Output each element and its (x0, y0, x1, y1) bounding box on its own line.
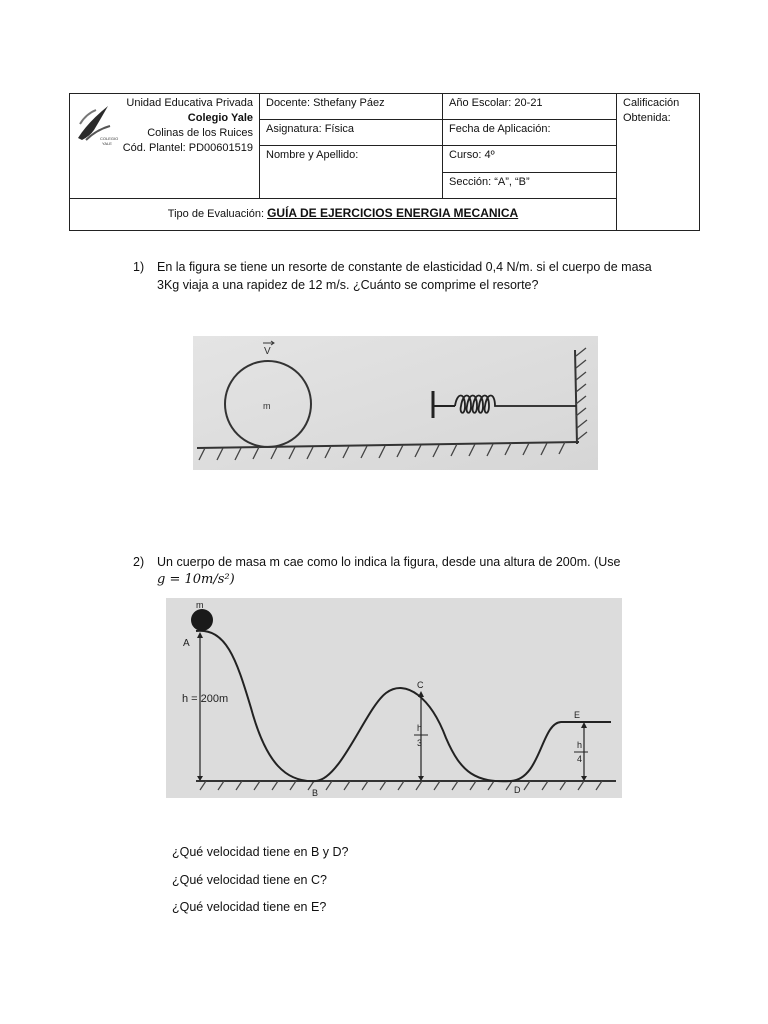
fig2-mass-label: m (196, 600, 204, 610)
logo-text-yale: YALE (102, 141, 112, 146)
height-e-denominator: 4 (577, 754, 583, 764)
school-name: Colegio Yale (187, 112, 253, 124)
docente-field: Docente: Sthefany Páez (260, 94, 443, 120)
figure-2-track (166, 598, 622, 798)
asignatura-field: Asignatura: Física (260, 120, 443, 146)
question-2-gravity: g = 10m/s²) (157, 572, 235, 587)
tipo-evaluacion-label: Tipo de Evaluación: (167, 208, 268, 221)
question-1-number: 1) (133, 260, 145, 274)
school-code: Cód. Plantel: PD00601519 (122, 142, 253, 154)
fecha-aplicacion-field[interactable]: Fecha de Aplicación: (443, 120, 617, 146)
logo-text-colegio: COLEGIO (100, 136, 119, 141)
tipo-evaluacion-title: GUÍA DE EJERCICIOS ENERGIA MECANICA (267, 206, 519, 221)
question-1 (133, 258, 693, 298)
calificacion-field: Calificación Obtenida: (617, 94, 700, 231)
point-d-label: D (514, 785, 521, 795)
height-c-denominator: 3 (417, 738, 423, 748)
height-e-numerator: h (577, 740, 583, 750)
school-logo (74, 100, 119, 146)
sub-question-3: ¿Qué velocidad tiene en E? (172, 900, 327, 914)
mass-ball-icon (191, 609, 213, 631)
school-info-cell (70, 94, 260, 199)
tipo-evaluacion-row (70, 198, 617, 230)
point-a-label: A (183, 638, 190, 649)
question-2 (133, 553, 693, 593)
height-c-numerator: h (417, 723, 423, 733)
curso-field: Curso: 4º (443, 146, 617, 172)
school-line-3: Colinas de los Ruices (147, 127, 253, 139)
nombre-apellido-field[interactable]: Nombre y Apellido: (260, 146, 443, 198)
velocity-label: V (264, 346, 271, 357)
question-2-number: 2) (133, 555, 145, 569)
seccion-field: Sección: “A”, “B” (443, 172, 617, 198)
anio-escolar-field: Año Escolar: 20-21 (443, 94, 617, 120)
mass-label: m (263, 401, 271, 411)
sub-question-1: ¿Qué velocidad tiene en B y D? (172, 845, 349, 859)
question-1-line-2: 3Kg viaja a una rapidez de 12 m/s. ¿Cuánto se comprime el resorte? (157, 278, 539, 292)
figure-1-spring (193, 336, 598, 470)
header-table (69, 93, 700, 231)
question-2-line-1: Un cuerpo de masa m cae como lo indica la figura, desde una altura de 200m. (Use (157, 555, 621, 569)
height-label: h = 200m (182, 693, 229, 705)
point-b-label: B (312, 788, 319, 798)
sub-question-2: ¿Qué velocidad tiene en C? (172, 873, 327, 887)
point-c-label: C (417, 680, 424, 690)
question-1-line-1: En la figura se tiene un resorte de constante de elasticidad 0,4 N/m. si el cuerpo de masa (157, 260, 652, 274)
school-line-1: Unidad Educativa Privada (126, 97, 253, 109)
point-e-label: E (574, 710, 581, 720)
